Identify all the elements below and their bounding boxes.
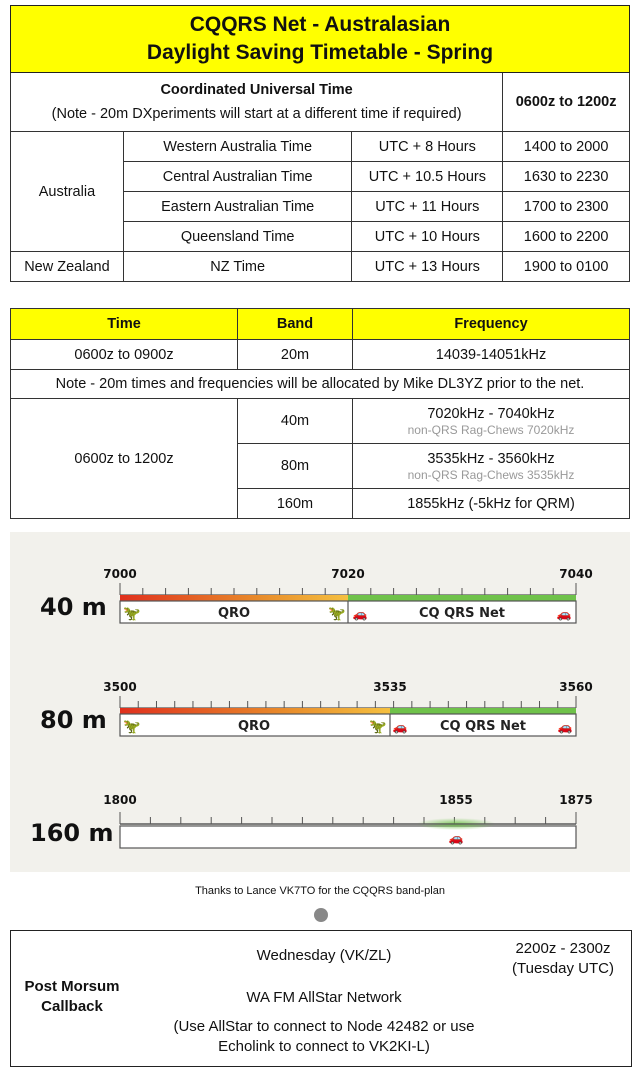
car-icon: 🚗 [448, 831, 464, 845]
band-plan-credit: Thanks to Lance VK7TO for the CQQRS band-plan [195, 885, 445, 897]
utc-range: 0600z to 1200z [503, 73, 630, 132]
zone-name: Central Australian Time [123, 162, 352, 192]
zone-offset: UTC + 11 Hours [352, 192, 503, 222]
header-band: Band [238, 309, 353, 340]
band-160m-ticks [120, 812, 576, 824]
freq-40m-note: non-QRS Rag-Chews 7020kHz [407, 423, 575, 437]
callback-time-line-2: (Tuesday UTC) [512, 960, 614, 977]
zone-local-time: 1700 to 2300 [503, 192, 630, 222]
band-160m-start: 1800 [103, 793, 137, 807]
utc-heading-cell [11, 73, 503, 132]
band-80m: 80m [238, 444, 353, 489]
band-160m-scale [30, 793, 593, 848]
qro-segment-80m [120, 708, 390, 714]
band-40m: 40m [238, 399, 353, 444]
band-80m-scale [40, 680, 593, 736]
band-160m-end: 1875 [559, 793, 593, 807]
band-40m-ticks [120, 583, 576, 595]
region-australia: Australia [11, 132, 124, 252]
qro-label-80m: QRO [237, 719, 271, 734]
band-plan [10, 532, 630, 872]
freq-40m: 7020kHz - 7040kHz [427, 406, 555, 422]
zone-name: Eastern Australian Time [123, 192, 352, 222]
callback-instructions-line-1: (Use AllStar to connect to Node 42482 or use [173, 1018, 475, 1035]
band-plan-graphic [10, 532, 630, 872]
qro-label-40m: QRO [217, 606, 251, 621]
header-frequency: Frequency [353, 309, 630, 340]
band-80m-start: 3500 [103, 680, 137, 694]
band-160m-label: 160 m [30, 819, 114, 847]
band-20m: 20m [238, 340, 353, 370]
band-160m: 160m [238, 489, 353, 519]
title-line-2: Daylight Saving Timetable - Spring [146, 41, 494, 64]
car-icon: 🚗 [557, 720, 573, 734]
band-80m-label: 80 m [40, 706, 107, 734]
band-40m-mid: 7020 [331, 567, 365, 581]
band-80m-ticks [120, 696, 576, 708]
freq-80m-cell [353, 444, 630, 489]
callback-time-line-1: 2200z - 2300z [515, 940, 611, 957]
zone-local-time: 1630 to 2230 [503, 162, 630, 192]
title-line-1: CQQRS Net - Australasian [189, 13, 451, 36]
qro-segment-40m [120, 595, 348, 601]
dinosaur-icon: 🦖 [123, 605, 141, 621]
utc-heading: Coordinated Universal Time [160, 82, 353, 98]
time-20m: 0600z to 0900z [11, 340, 238, 370]
callback-time [503, 939, 623, 979]
band-80m-mid: 3535 [373, 680, 407, 694]
callback-instructions-line-2: Echolink to connect to VK2KI-L) [218, 1038, 430, 1055]
band-160m-box [120, 826, 576, 848]
callback-label-line-1: Post Morsum [24, 978, 120, 995]
zone-offset: UTC + 10 Hours [352, 222, 503, 252]
band-40m-scale [40, 567, 593, 623]
dinosaur-icon: 🦖 [369, 718, 387, 734]
zone-local-time: 1400 to 2000 [503, 132, 630, 162]
freq-20m: 14039-14051kHz [353, 340, 630, 370]
header-time: Time [11, 309, 238, 340]
dinosaur-icon: 🦖 [328, 605, 346, 621]
utc-note: (Note - 20m DXperiments will start at a different time if required) [51, 106, 462, 122]
zone-local-time: 1600 to 2200 [503, 222, 630, 252]
callback-label-line-2: Callback [41, 998, 103, 1015]
zone-name: Western Australia Time [123, 132, 352, 162]
callback-day: Wednesday (VK/ZL) [256, 947, 392, 964]
zone-local-time: 1900 to 0100 [503, 252, 630, 282]
car-icon: 🚗 [392, 720, 408, 734]
callback-instructions [141, 1017, 507, 1057]
net-label-40m: CQ QRS Net [419, 606, 505, 621]
region-new-zealand: New Zealand [11, 252, 124, 282]
time-late: 0600z to 1200z [11, 399, 238, 519]
band-40m-start: 7000 [103, 567, 137, 581]
freq-40m-cell [353, 399, 630, 444]
car-icon: 🚗 [556, 607, 572, 621]
zone-name: Queensland Time [123, 222, 352, 252]
band-40m-label: 40 m [40, 593, 107, 621]
callback-panel [10, 930, 632, 1067]
band-80m-end: 3560 [559, 680, 593, 694]
zone-name: NZ Time [123, 252, 352, 282]
zone-offset: UTC + 10.5 Hours [352, 162, 503, 192]
band-40m-end: 7040 [559, 567, 593, 581]
freq-80m: 3535kHz - 3560kHz [427, 451, 555, 467]
net-label-80m: CQ QRS Net [440, 719, 526, 734]
zone-offset: UTC + 8 Hours [352, 132, 503, 162]
net-segment-40m [348, 595, 576, 601]
zone-offset: UTC + 13 Hours [352, 252, 503, 282]
callback-network: WA FM AllStar Network [246, 989, 402, 1006]
callback-label [17, 977, 127, 1017]
freq-80m-note: non-QRS Rag-Chews 3535kHz [407, 468, 575, 482]
freq-160m: 1855kHz (-5kHz for QRM) [353, 489, 630, 519]
dinosaur-icon: 🦖 [123, 718, 141, 734]
frequency-table [10, 308, 630, 519]
car-icon: 🚗 [352, 607, 368, 621]
band-160m-mid: 1855 [439, 793, 473, 807]
net-segment-80m [390, 708, 576, 714]
timetable-title [11, 6, 630, 73]
timetable [10, 5, 630, 282]
allocation-note: Note - 20m times and frequencies will be allocated by Mike DL3YZ prior to the net. [11, 370, 630, 399]
page-indicator-dot[interactable] [314, 908, 328, 922]
